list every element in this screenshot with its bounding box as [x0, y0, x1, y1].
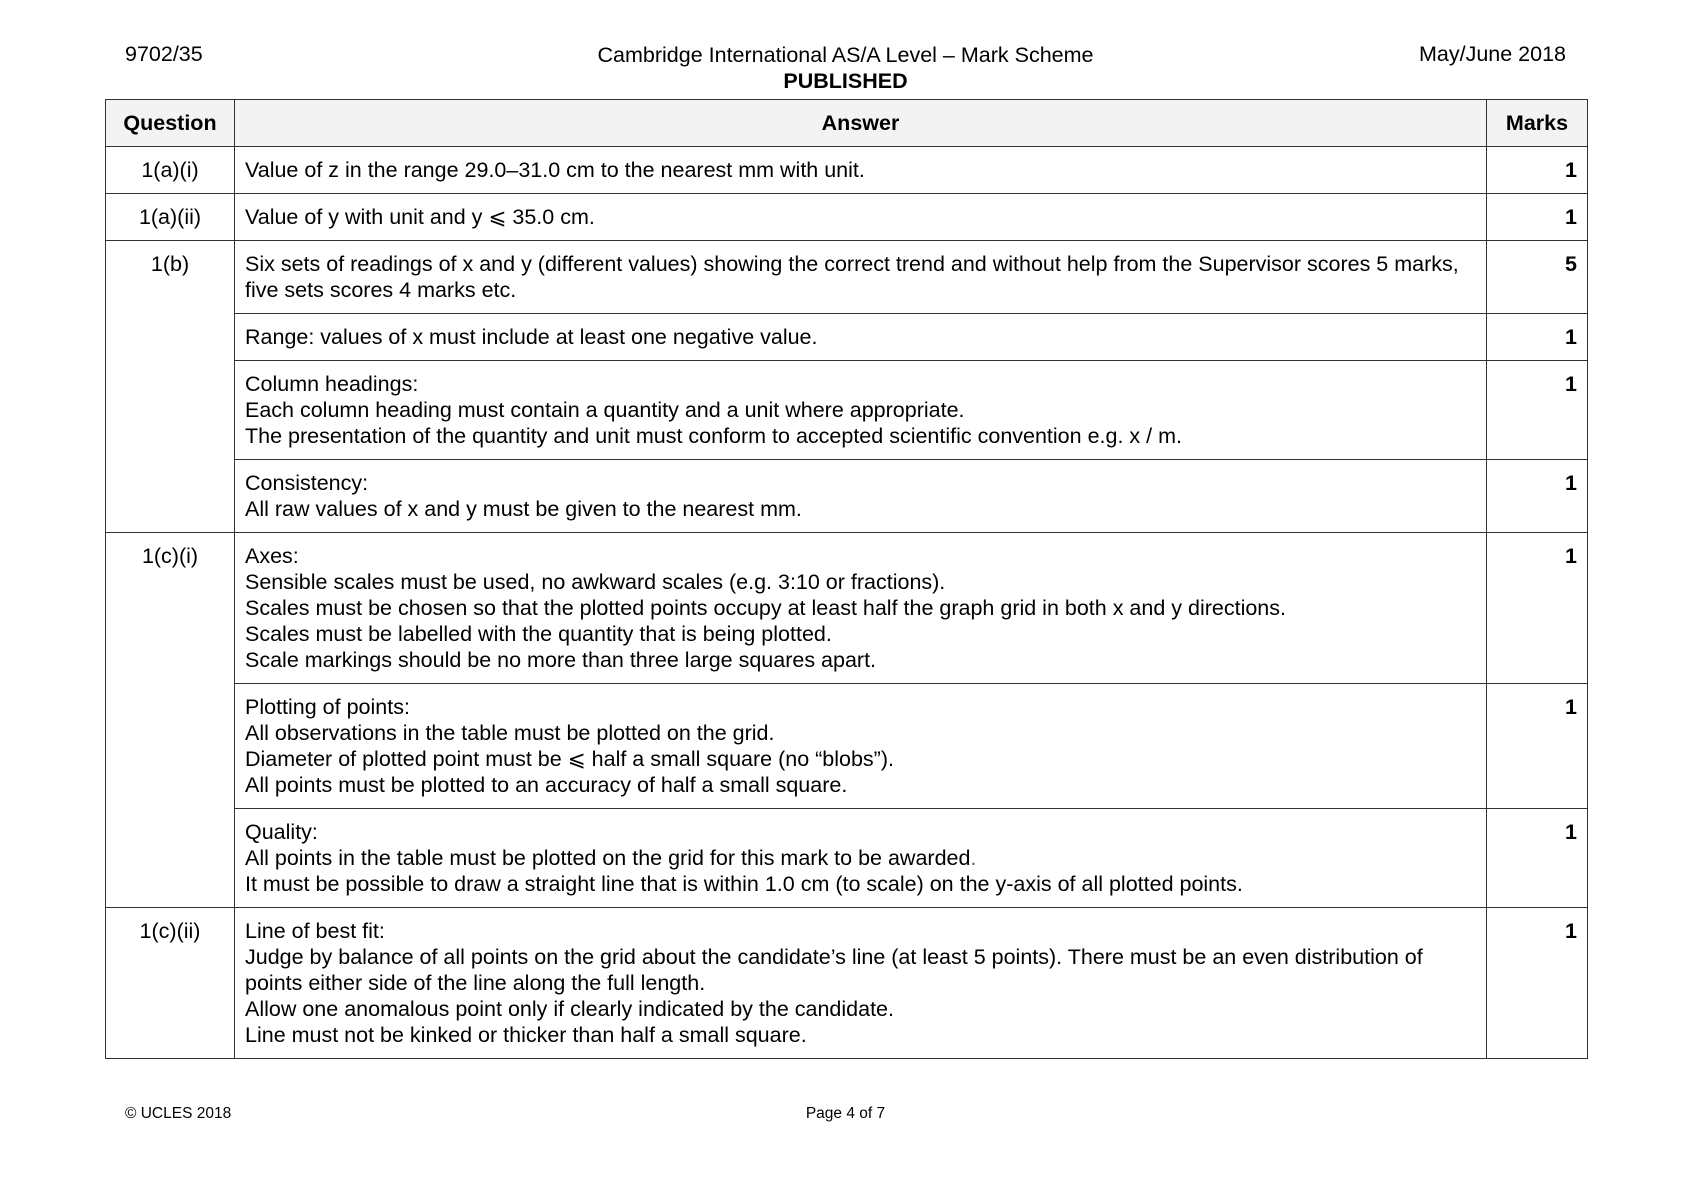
table-header-row — [106, 100, 1588, 147]
document-title: Cambridge International AS/A Level – Mark Scheme — [597, 43, 1094, 67]
mark-scheme-table — [105, 99, 1588, 1059]
question-number: 1(a)(ii) — [106, 194, 235, 241]
answer-line: Line must not be kinked or thicker than half a small square. — [245, 1023, 807, 1047]
answer-cell — [235, 361, 1487, 460]
answer-line: All observations in the table must be plotted on the grid. — [245, 721, 775, 745]
answer-line: Value of y with unit and y ⩽ 35.0 cm. — [245, 205, 595, 229]
answer-line: Diameter of plotted point must be ⩽ half a small square (no “blobs”). — [245, 747, 894, 771]
answer-line: Range: values of x must include at least one negative value. — [245, 325, 818, 349]
page-number: Page 4 of 7 — [805, 1105, 886, 1122]
table-row — [106, 241, 1588, 314]
answer-line: Each column heading must contain a quantity and a unit where appropriate. — [245, 398, 965, 422]
answer-line: Scales must be chosen so that the plotted points occupy at least half the graph grid in both x and y directions. — [245, 596, 1286, 620]
question-number: 1(a)(i) — [106, 147, 235, 194]
marks-cell: 1 — [1487, 908, 1588, 1059]
answer-line: Scale markings should be no more than three large squares apart. — [245, 648, 877, 672]
marks-cell: 1 — [1487, 533, 1588, 684]
answer-cell — [235, 241, 1487, 314]
answer-line: It must be possible to draw a straight line that is within 1.0 cm (to scale) on the y-axis of all plotted points. — [245, 872, 1243, 896]
answer-line: Quality: — [245, 820, 318, 844]
answer-line: Judge by balance of all points on the grid about the candidate’s line (at least 5 points). There must be an even distribution of points either side of the line along the full length. — [245, 945, 1423, 995]
answer-cell — [235, 533, 1487, 684]
header-title-block — [125, 42, 1566, 94]
copyright-notice: © UCLES 2018 — [125, 1105, 232, 1122]
table-row — [106, 684, 1588, 809]
answer-line: Axes: — [245, 544, 299, 568]
table-row — [106, 908, 1588, 1059]
marks-column-header: Marks — [1487, 100, 1588, 147]
marks-cell: 1 — [1487, 361, 1588, 460]
page-header — [125, 42, 1566, 96]
table-row — [106, 361, 1588, 460]
answer-cell — [235, 194, 1487, 241]
marks-cell: 1 — [1487, 147, 1588, 194]
answer-line: Value of z in the range 29.0–31.0 cm to the nearest mm with unit. — [245, 158, 865, 182]
answer-line: Allow one anomalous point only if clearly indicated by the candidate. — [245, 997, 894, 1021]
question-number: 1(c)(ii) — [106, 908, 235, 1059]
answer-line: Consistency: — [245, 471, 369, 495]
answer-cell — [235, 684, 1487, 809]
exam-session: May/June 2018 — [1418, 42, 1566, 66]
answer-line: The presentation of the quantity and unit must conform to accepted scientific convention e.g. x / m. — [245, 424, 1182, 448]
answer-cell — [235, 147, 1487, 194]
answer-column-header: Answer — [235, 100, 1487, 147]
marks-cell: 5 — [1487, 241, 1588, 314]
answer-line: Line of best fit: — [245, 919, 385, 943]
marks-cell: 1 — [1487, 194, 1588, 241]
answer-cell — [235, 908, 1487, 1059]
answer-line: Scales must be labelled with the quantity that is being plotted. — [245, 622, 832, 646]
answer-line: Sensible scales must be used, no awkward scales (e.g. 3:10 or fractions). — [245, 570, 946, 594]
marks-cell: 1 — [1487, 314, 1588, 361]
answer-line: Plotting of points: — [245, 695, 410, 719]
question-column-header: Question — [106, 100, 235, 147]
answer-line-text: All points in the table must be plotted on the grid for this mark to be awarded — [245, 846, 971, 870]
table-row — [106, 809, 1588, 908]
answer-line: All points must be plotted to an accuracy of half a small square. — [245, 773, 848, 797]
trailing-mark: . — [970, 846, 977, 870]
answer-line: Column headings: — [245, 372, 419, 396]
answer-cell — [235, 809, 1487, 908]
answer-cell — [235, 460, 1487, 533]
published-label: PUBLISHED — [783, 69, 908, 93]
question-number: 1(c)(i) — [106, 533, 235, 908]
marks-cell: 1 — [1487, 460, 1588, 533]
answer-line: Six sets of readings of x and y (different values) showing the correct trend and without help from the Supervisor scores 5 marks, five sets scores 4 marks etc. — [245, 252, 1459, 302]
table-row — [106, 533, 1588, 684]
marks-cell: 1 — [1487, 809, 1588, 908]
table-row — [106, 314, 1588, 361]
answer-line: All raw values of x and y must be given to the nearest mm. — [245, 497, 802, 521]
table-row — [106, 194, 1588, 241]
question-number: 1(b) — [106, 241, 235, 533]
answer-line — [245, 845, 1476, 871]
table-row — [106, 147, 1588, 194]
answer-cell — [235, 314, 1487, 361]
table-row — [106, 460, 1588, 533]
paper-code: 9702/35 — [125, 42, 203, 66]
marks-cell: 1 — [1487, 684, 1588, 809]
